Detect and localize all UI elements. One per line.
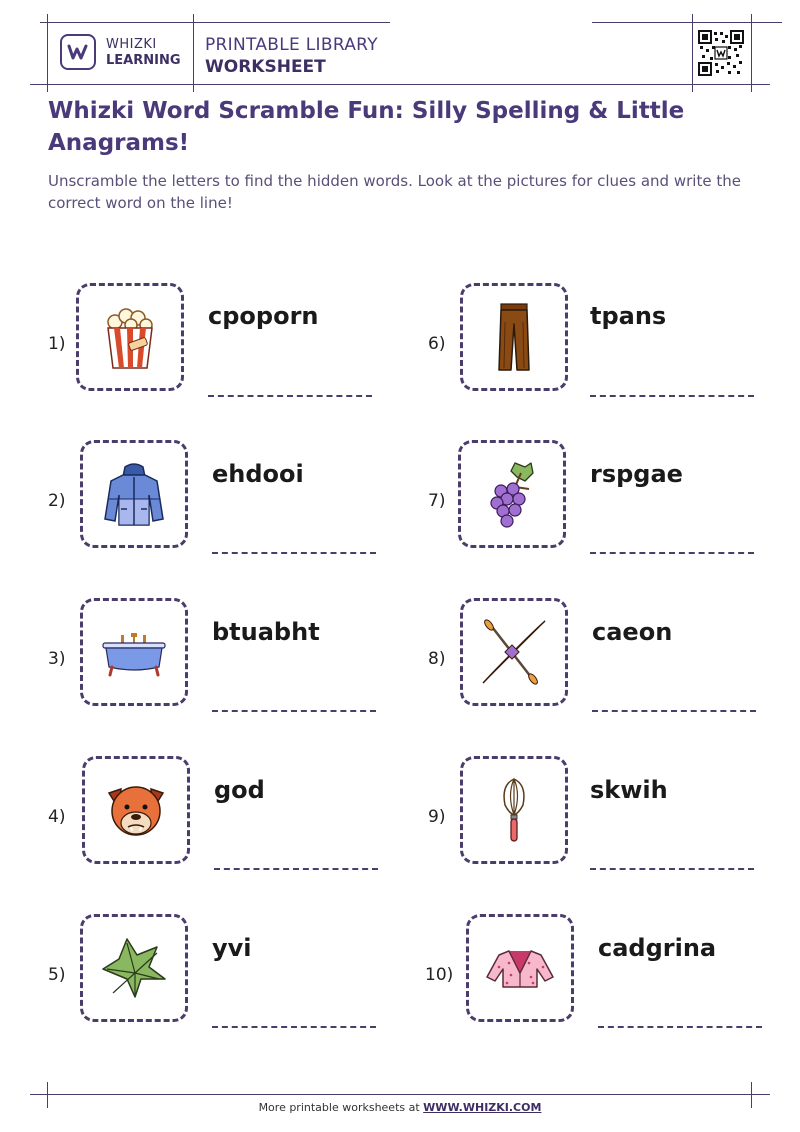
footer-prefix: More printable worksheets at [258,1101,424,1114]
canoe-icon [479,617,549,687]
item-number: 8) [428,649,446,669]
item-number: 5) [48,965,66,985]
brand-subname: LEARNING [106,53,181,68]
answer-line[interactable] [208,395,372,397]
pants-icon [479,302,549,372]
worksheet-label: WORKSHEET [205,57,326,77]
hoodie-icon [99,459,169,529]
footer-line [30,1094,770,1095]
header-top-line-right [592,22,782,23]
item-number: 10) [425,965,454,985]
item-number: 1) [48,334,66,354]
header-top-line [40,22,390,23]
answer-line[interactable] [590,868,754,870]
answer-line[interactable] [214,868,378,870]
answer-line[interactable] [590,552,754,554]
picture-frame [466,914,574,1022]
picture-frame [80,440,188,548]
qr-code-icon[interactable] [698,30,744,76]
scrambled-word: ehdooi [212,460,304,488]
whisk-icon [479,775,549,845]
grapes-icon [477,459,547,529]
scrambled-word: cpoporn [208,302,319,330]
picture-frame [76,283,184,391]
scrambled-word: tpans [590,302,667,330]
scrambled-word: caeon [592,618,673,646]
item-number: 7) [428,491,446,511]
header-divider-far-right [751,14,752,92]
scrambled-word: rspgae [590,460,683,488]
scrambled-word: btuabht [212,618,320,646]
item-number: 9) [428,807,446,827]
ivy-leaf-icon [99,933,169,1003]
scrambled-word: skwih [590,776,668,804]
footer-text [0,1101,800,1114]
item-number: 2) [48,491,66,511]
answer-line[interactable] [212,1026,376,1028]
footer-link[interactable]: WWW.WHIZKI.COM [423,1101,542,1114]
brand-name: WHIZKI [106,37,157,52]
cardigan-icon [485,933,555,1003]
picture-frame [82,756,190,864]
whizki-logo-icon [60,34,96,70]
item-number: 3) [48,649,66,669]
header-bottom-line [30,84,770,85]
picture-frame [460,283,568,391]
worksheet-title: Whizki Word Scramble Fun: Silly Spelling & Little Anagrams! [48,98,685,156]
picture-frame [80,598,188,706]
answer-line[interactable] [592,710,756,712]
instructions: Unscramble the letters to find the hidden words. Look at the pictures for clues and write the correct word on the line! [48,172,741,212]
picture-frame [460,598,568,706]
dog-icon [101,775,171,845]
answer-line[interactable] [590,395,754,397]
picture-frame [80,914,188,1022]
item-number: 6) [428,334,446,354]
popcorn-icon [95,302,165,372]
answer-line[interactable] [212,710,376,712]
library-label: PRINTABLE LIBRARY [205,35,378,55]
bathtub-icon [99,617,169,687]
scrambled-word: cadgrina [598,934,717,962]
picture-frame [458,440,566,548]
header-divider-mid [193,14,194,92]
answer-line[interactable] [212,552,376,554]
item-number: 4) [48,807,66,827]
answer-line[interactable] [598,1026,762,1028]
picture-frame [460,756,568,864]
header-divider-right [692,14,693,92]
scrambled-word: god [214,776,265,804]
header-divider-left [47,14,48,92]
scrambled-word: yvi [212,934,252,962]
